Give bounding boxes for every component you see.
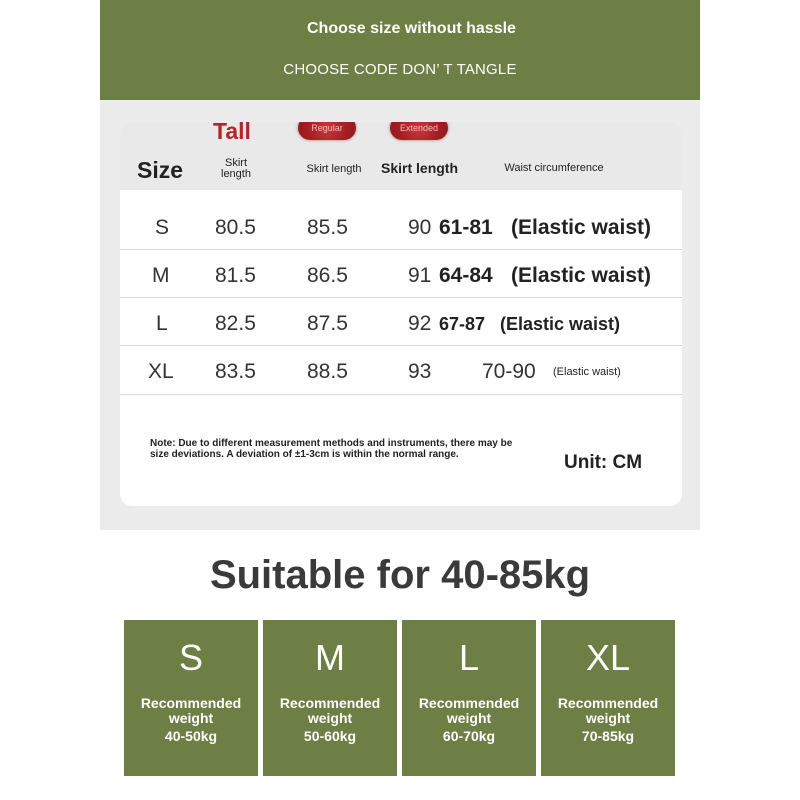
row-regular: 87.5	[307, 312, 348, 335]
extended-badge: Extended	[390, 122, 448, 140]
row-extended: 93	[408, 360, 432, 383]
row-tall: 82.5	[215, 312, 256, 335]
table-row	[120, 204, 682, 252]
row-divider	[120, 297, 682, 298]
weight-card-l	[402, 620, 536, 776]
regular-badge: Regular	[298, 122, 356, 140]
weight-card-label: Recommended weight	[557, 695, 659, 726]
weight-card-s	[124, 620, 258, 776]
weight-card-range: 40-50kg	[164, 728, 218, 744]
suitable-weight-title: Suitable for 40-85kg	[209, 553, 591, 597]
waist-header: Waist circumference	[504, 162, 604, 174]
size-column-header: Size	[137, 157, 184, 183]
row-tall: 80.5	[215, 216, 256, 239]
table-row	[120, 348, 682, 396]
row-size: M	[152, 264, 170, 287]
weight-card-range: 50-60kg	[303, 728, 357, 744]
row-waist-note: (Elastic waist)	[553, 366, 621, 378]
row-waist: 61-81	[439, 216, 493, 239]
row-waist: 70-90	[482, 360, 536, 383]
header-title: Choose size without hassle	[307, 20, 516, 37]
row-regular: 85.5	[307, 216, 348, 239]
row-regular: 88.5	[307, 360, 348, 383]
row-divider	[120, 249, 682, 250]
weight-card-range: 70-85kg	[581, 728, 635, 744]
row-size: S	[155, 216, 170, 239]
extended-skirt-length-header: Skirt length	[381, 160, 459, 176]
weight-card-xl	[541, 620, 675, 776]
header-banner	[100, 0, 700, 100]
size-table	[120, 122, 682, 506]
weight-card-label: Recommended weight	[140, 695, 242, 726]
row-extended: 91	[408, 264, 432, 287]
weight-card-range: 60-70kg	[442, 728, 496, 744]
row-regular: 86.5	[307, 264, 348, 287]
row-waist-note: (Elastic waist)	[511, 216, 652, 239]
row-extended: 92	[408, 312, 432, 335]
row-waist: 67-87	[439, 314, 486, 334]
weight-card-size: S	[178, 637, 203, 678]
table-row	[120, 252, 682, 300]
row-size: L	[156, 312, 168, 335]
weight-card-label: Recommended weight	[279, 695, 381, 726]
row-size: XL	[148, 360, 174, 383]
tall-label: Tall	[213, 122, 251, 144]
weight-card-size: XL	[585, 637, 631, 678]
tall-skirt-length-header: Skirt length	[221, 157, 251, 180]
regular-skirt-length-header: Skirt length	[306, 163, 362, 175]
weight-card-label: Recommended weight	[418, 695, 520, 726]
unit-label: Unit: CM	[564, 452, 643, 473]
measurement-note: Note: Due to different measurement methods and instruments, there may be size deviations. A deviation of ±1-3cm is within the normal range.	[150, 438, 513, 460]
header-subtitle: CHOOSE CODE DON’ T TANGLE	[283, 61, 517, 78]
row-waist-note: (Elastic waist)	[500, 314, 621, 334]
weight-card-m	[263, 620, 397, 776]
row-waist: 64-84	[439, 264, 493, 287]
row-divider	[120, 394, 682, 395]
weight-card-size: M	[315, 637, 345, 678]
row-tall: 81.5	[215, 264, 256, 287]
row-extended: 90	[408, 216, 432, 239]
row-waist-note: (Elastic waist)	[511, 264, 652, 287]
weight-card-size: L	[458, 637, 480, 678]
table-row	[120, 300, 682, 348]
row-divider	[120, 345, 682, 346]
row-tall: 83.5	[215, 360, 256, 383]
